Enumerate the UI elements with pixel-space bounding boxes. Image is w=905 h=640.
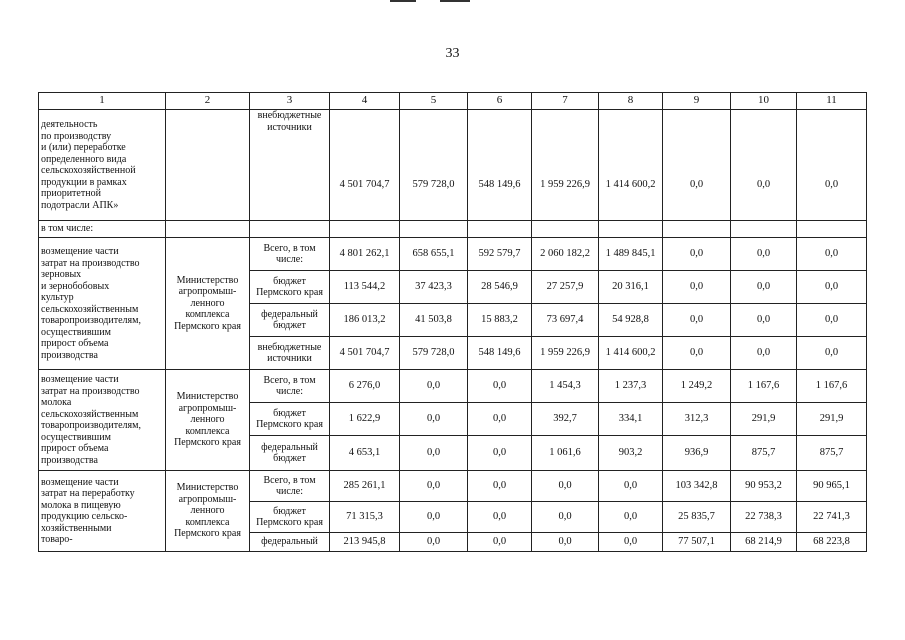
funding-source: федеральный бюджет — [250, 436, 330, 471]
funding-source: внебюджетные источники — [250, 337, 330, 370]
table-row — [39, 370, 867, 403]
value-cell: 90 953,2 — [731, 471, 797, 502]
executor-line: агропромыш- — [178, 286, 237, 298]
description-line: сельскохозяйственным — [41, 303, 139, 315]
description-line: культур — [41, 292, 74, 303]
description-line: возмещение части — [41, 246, 119, 257]
value-cell: 0,0 — [599, 502, 663, 533]
value-cell: 1 622,9 — [330, 403, 400, 436]
value-cell: 658 655,1 — [400, 238, 468, 271]
value-cell: 1 489 845,1 — [599, 238, 663, 271]
value-cell: 37 423,3 — [400, 271, 468, 304]
empty-cell — [532, 221, 599, 238]
value-cell: 0,0 — [731, 238, 797, 271]
description-line: товаропроизводителям, — [41, 420, 141, 431]
value-cell: 1 414 600,2 — [599, 337, 663, 370]
value-cell: 20 316,1 — [599, 271, 663, 304]
value-cell: 0,0 — [400, 471, 468, 502]
empty-cell — [599, 221, 663, 238]
description-line: возмещение части — [41, 374, 119, 385]
description-line: и зернобобовых — [41, 280, 110, 292]
value-cell: 4 801 262,1 — [330, 238, 400, 271]
value-cell: 15 883,2 — [468, 304, 532, 337]
value-cell: 0,0 — [663, 110, 731, 221]
value-cell: 71 315,3 — [330, 502, 400, 533]
column-header-6: 6 — [468, 93, 532, 110]
description-line: затрат на производство — [41, 385, 140, 397]
value-cell: 1 414 600,2 — [599, 110, 663, 221]
value-cell: 548 149,6 — [468, 110, 532, 221]
executor-line: Пермского края — [174, 320, 241, 332]
column-header-2: 2 — [166, 93, 250, 110]
value-cell: 0,0 — [468, 370, 532, 403]
value-cell: 25 835,7 — [663, 502, 731, 533]
value-cell: 77 507,1 — [663, 533, 731, 552]
value-cell: 903,2 — [599, 436, 663, 471]
value-cell: 0,0 — [468, 403, 532, 436]
empty-cell — [663, 221, 731, 238]
value-cell: 936,9 — [663, 436, 731, 471]
description-line: возмещение части — [41, 476, 119, 488]
description-line: затрат на производство — [41, 257, 140, 269]
description-line: по производству — [41, 130, 112, 142]
description-line: сельскохозяйственной — [41, 165, 136, 176]
table-row — [39, 471, 867, 502]
value-cell: 0,0 — [797, 337, 867, 370]
empty-cell — [250, 221, 330, 238]
budget-table — [38, 92, 867, 552]
value-cell: 592 579,7 — [468, 238, 532, 271]
value-cell: 0,0 — [468, 533, 532, 552]
table-row — [39, 110, 867, 221]
value-cell: 579 728,0 — [400, 110, 468, 221]
value-cell: 334,1 — [599, 403, 663, 436]
value-cell: 392,7 — [532, 403, 599, 436]
value-cell: 1 167,6 — [731, 370, 797, 403]
funding-source: бюджет Пермского края — [250, 502, 330, 533]
description-line: затрат на переработку — [41, 488, 135, 499]
value-cell: 113 544,2 — [330, 271, 400, 304]
measure-description — [39, 471, 166, 552]
executor-line: Министерство — [176, 482, 239, 494]
value-cell: 0,0 — [731, 337, 797, 370]
value-cell: 4 501 704,7 — [330, 337, 400, 370]
value-cell: 548 149,6 — [468, 337, 532, 370]
value-cell: 0,0 — [532, 533, 599, 552]
column-header-1: 1 — [39, 93, 166, 110]
value-cell: 291,9 — [731, 403, 797, 436]
description-line: осуществившим — [41, 326, 111, 338]
executor-cell — [166, 110, 250, 221]
value-cell: 1 454,3 — [532, 370, 599, 403]
empty-cell — [330, 221, 400, 238]
value-cell: 4 653,1 — [330, 436, 400, 471]
value-cell: 103 342,8 — [663, 471, 731, 502]
value-cell: 186 013,2 — [330, 304, 400, 337]
executor-line: Пермского края — [174, 528, 241, 540]
executor-line: ленного — [190, 414, 225, 426]
value-cell: 4 501 704,7 — [330, 110, 400, 221]
value-cell: 0,0 — [468, 471, 532, 502]
description-line: товаропроизводителям, — [41, 315, 141, 326]
value-cell: 0,0 — [400, 436, 468, 471]
executor-line: ленного — [190, 297, 225, 309]
value-cell: 41 503,8 — [400, 304, 468, 337]
value-cell: 73 697,4 — [532, 304, 599, 337]
page-number: 33 — [445, 46, 460, 61]
value-cell: 0,0 — [797, 238, 867, 271]
value-cell: 1 249,2 — [663, 370, 731, 403]
value-cell: 68 223,8 — [797, 533, 867, 552]
table-row — [39, 221, 867, 238]
value-cell: 0,0 — [663, 304, 731, 337]
header-row — [39, 93, 867, 110]
value-cell: 0,0 — [663, 238, 731, 271]
column-header-5: 5 — [400, 93, 468, 110]
value-cell: 1 959 226,9 — [532, 110, 599, 221]
value-cell: 1 237,3 — [599, 370, 663, 403]
value-cell: 213 945,8 — [330, 533, 400, 552]
executor-line: агропромыш- — [178, 402, 237, 414]
empty-cell — [468, 221, 532, 238]
value-cell: 0,0 — [797, 110, 867, 221]
description-line: деятельность — [41, 119, 98, 130]
description-line: и (или) переработке — [41, 142, 126, 153]
value-cell: 68 214,9 — [731, 533, 797, 552]
description-line: зерновых — [41, 269, 82, 280]
description-line: осуществившим — [41, 431, 111, 443]
description-line: производства — [41, 349, 98, 361]
description-line: товаро- — [41, 534, 73, 545]
value-cell: 0,0 — [400, 502, 468, 533]
value-cell: 0,0 — [731, 271, 797, 304]
value-cell: 0,0 — [663, 337, 731, 370]
executor-line: ленного — [190, 505, 225, 517]
funding-source: Всего, в том числе: — [250, 370, 330, 403]
description-line: продукции в рамках — [41, 176, 127, 188]
measure-description — [39, 370, 166, 471]
value-cell: 312,3 — [663, 403, 731, 436]
table-row — [39, 238, 867, 271]
column-header-3: 3 — [250, 93, 330, 110]
value-cell: 54 928,8 — [599, 304, 663, 337]
executor-line: Министерство — [176, 391, 239, 403]
description-line: сельскохозяйственным — [41, 408, 139, 420]
empty-cell — [797, 221, 867, 238]
value-cell: 2 060 182,2 — [532, 238, 599, 271]
column-header-11: 11 — [797, 93, 867, 110]
description-line: определенного вида — [41, 153, 127, 165]
description-line: производства — [41, 454, 98, 466]
value-cell: 28 546,9 — [468, 271, 532, 304]
executor-cell — [166, 370, 250, 471]
value-cell: 0,0 — [599, 533, 663, 552]
column-header-4: 4 — [330, 93, 400, 110]
value-cell: 27 257,9 — [532, 271, 599, 304]
executor-line: агропромыш- — [178, 493, 237, 505]
description-line: хозяйственными — [41, 522, 112, 534]
funding-source: Всего, в том числе: — [250, 471, 330, 502]
value-cell: 0,0 — [468, 436, 532, 471]
column-header-8: 8 — [599, 93, 663, 110]
funding-source: Всего, в том числе: — [250, 238, 330, 271]
value-cell: 285 261,1 — [330, 471, 400, 502]
value-cell: 0,0 — [731, 110, 797, 221]
value-cell: 90 965,1 — [797, 471, 867, 502]
value-cell: 0,0 — [400, 370, 468, 403]
measure-description — [39, 238, 166, 370]
value-cell: 0,0 — [599, 471, 663, 502]
column-header-9: 9 — [663, 93, 731, 110]
value-cell: 0,0 — [532, 502, 599, 533]
description-line: молока в пищевую — [41, 499, 121, 511]
value-cell: 6 276,0 — [330, 370, 400, 403]
value-cell: 0,0 — [532, 471, 599, 502]
value-cell: 291,9 — [797, 403, 867, 436]
description-line: прирост объема — [41, 443, 109, 454]
executor-cell — [166, 471, 250, 552]
value-cell: 1 061,6 — [532, 436, 599, 471]
value-cell: 22 741,3 — [797, 502, 867, 533]
description-line: продукцию сельско- — [41, 511, 128, 522]
value-cell: 1 167,6 — [797, 370, 867, 403]
column-header-7: 7 — [532, 93, 599, 110]
value-cell: 0,0 — [797, 271, 867, 304]
value-cell: 0,0 — [797, 304, 867, 337]
executor-line: Министерство — [176, 274, 239, 286]
funding-source: бюджет Пермского края — [250, 403, 330, 436]
column-header-10: 10 — [731, 93, 797, 110]
description-line: молока — [41, 397, 72, 408]
value-cell: 0,0 — [400, 533, 468, 552]
program-description — [39, 110, 166, 221]
value-cell: 875,7 — [731, 436, 797, 471]
executor-line: комплекса — [185, 425, 230, 437]
empty-cell — [400, 221, 468, 238]
funding-source: бюджет Пермского края — [250, 271, 330, 304]
executor-line: комплекса — [185, 309, 230, 321]
including-label: в том числе: — [39, 221, 166, 238]
value-cell: 0,0 — [468, 502, 532, 533]
value-cell: 0,0 — [400, 403, 468, 436]
value-cell: 0,0 — [731, 304, 797, 337]
executor-line: Пермского края — [174, 437, 241, 449]
description-line: подотрасли АПК» — [41, 199, 119, 211]
description-line: приоритетной — [41, 188, 101, 199]
executor-line: комплекса — [185, 516, 230, 528]
value-cell: 579 728,0 — [400, 337, 468, 370]
description-line: прирост объема — [41, 338, 109, 349]
empty-cell — [731, 221, 797, 238]
funding-source: внебюджетные источники — [250, 110, 330, 221]
funding-source: федеральный бюджет — [250, 304, 330, 337]
value-cell: 875,7 — [797, 436, 867, 471]
executor-cell — [166, 238, 250, 370]
funding-source: федеральный — [250, 533, 330, 552]
value-cell: 0,0 — [663, 271, 731, 304]
value-cell: 1 959 226,9 — [532, 337, 599, 370]
scan-edge-marks — [0, 0, 905, 4]
empty-cell — [166, 221, 250, 238]
value-cell: 22 738,3 — [731, 502, 797, 533]
